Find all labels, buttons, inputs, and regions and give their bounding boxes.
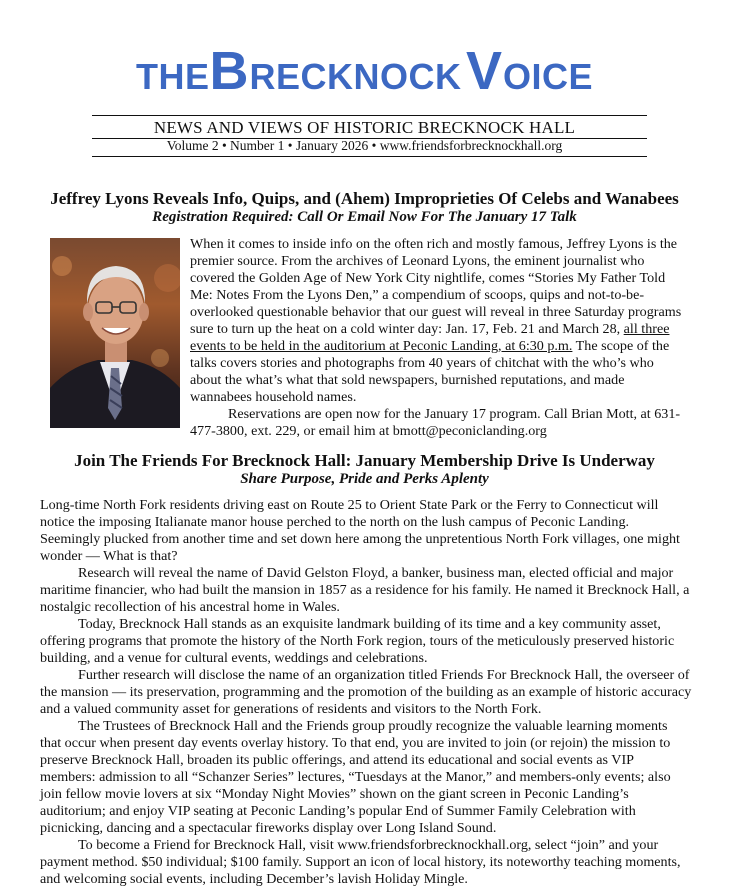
- article2-paragraph-2: Research will reveal the name of David Gelston Floyd, a banker, business man, elected official and major maritime financier, who had built the mansion in 1857 as a residence for his family. He named it Brecknock Hall, a nostalgic recollection of his ancestral home in Wales.: [40, 565, 690, 615]
- tagline: NEWS AND VIEWS OF HISTORIC BRECKNOCK HALL: [153, 118, 576, 137]
- issue-line: Volume 2 • Number 1 • January 2026 • www.friendsforbrecknockhall.org: [166, 138, 563, 153]
- article1-underlined-text: all three events to be held in the auditorium at Peconic Landing, at 6:30 p.m.: [190, 321, 670, 354]
- article2-paragraph-3: Today, Brecknock Hall stands as an exquisite landmark building of its time and a key community asset, offering programs that promote the history of the North Fork region, tours of the meticulously preserved historic building, and a venue for cultural events, weddings and celebrations.: [40, 616, 675, 666]
- article2-paragraph-1: Long-time North Fork residents driving east on Route 25 to Orient State Park or the Ferry to Connecticut will notice the imposing Italianate manor house perched to the north on the lush campus of Peconic Landing. Seemingly plucked from another time and set down here among the unpretentious North Fork villages, one might wonder — What is that?: [40, 497, 680, 564]
- article1-headline: Jeffrey Lyons Reveals Info, Quips, and (Ahem) Improprieties Of Celebs and Wanabees: [50, 189, 679, 208]
- article1-p1-text: When it comes to inside info on the often rich and mostly famous, Jeffrey Lyons is the premier source. From the archives of Leonard Lyons, the eminent journalist who covered the Golden Age of New York City nightlife, comes “Stories My Father Told Me: Notes From the Lyons Den,” a compendium of scoops, quips and not-to-be-overlooked questionable behavior that our guest will reveal in three Saturday programs sure to turn up the heat on a cold winter day: Jan. 17, Feb. 21 and March 28,: [190, 236, 682, 337]
- masthead-oice: OICE: [502, 56, 593, 97]
- article2-paragraph-6: To become a Friend for Brecknock Hall, visit www.friendsforbrecknockhall.org, select “join” and your payment method. $50 individual; $100 family. Support an icon of local history, its noteworthy teaching moments, and welcoming social events, including December’s lavish Holiday Mingle.: [40, 837, 681, 887]
- article2-paragraph-5: The Trustees of Brecknock Hall and the Friends group proudly recognize the valuable learning moments that occur when present day events overlay history. To that end, you are invited to join (or rejoin) the mission to preserve Brecknock Hall, broaden its public offerings, and attend its educational and social events as VIP members: admission to all “Schanzer Series” lectures, “Tuesdays at the Manor,” and members-only events; also join fellow movie lovers at six “Monday Night Movies” shown on the giant screen in Peconic Landing’s auditorium; and enjoy VIP seating at Peconic Landing’s popular End of Summer Family Celebration with picnicking, dancing and a spectacular fireworks display over Long Island Sound.: [40, 718, 671, 836]
- article1-subhead: Registration Required: Call Or Email Now For The January 17 Talk: [152, 209, 577, 225]
- article1-paragraph-1: [190, 236, 688, 406]
- masthead-title: [0, 41, 729, 101]
- masthead-recknock: RECKNOCK: [249, 56, 462, 97]
- masthead-v: V: [465, 41, 503, 101]
- masthead-top-rule: [92, 115, 647, 116]
- article1-body: [190, 236, 688, 440]
- article2-subhead: Share Purpose, Pride and Perks Aplenty: [240, 471, 489, 487]
- article1-p1-text-end: The scope of the talks covers stories and photographs from 40 years of chitchat with the who’s who about the what’s what that sold newspapers, burnished reputations, and made wannabees household names.: [190, 338, 670, 405]
- article2-headline: Join The Friends For Brecknock Hall: January Membership Drive Is Underway: [74, 451, 655, 470]
- portrait-illustration: [50, 238, 180, 428]
- jeffrey-lyons-photo: [50, 238, 180, 428]
- masthead-bottom-rule: [92, 156, 647, 157]
- article1-paragraph-2: Reservations are open now for the January 17 program. Call Brian Mott, at 631-477-3800, ext. 229, or email him at bmott@peconiclanding.org: [190, 406, 681, 439]
- article2-paragraph-4: Further research will disclose the name of an organization titled Friends For Brecknock Hall, the overseer of the mansion — its preservation, programming and the promotion of the building as an example of historic accuracy and a valued community asset for generations of residents and visitors to the North Fork.: [40, 667, 692, 717]
- masthead-b: B: [209, 41, 250, 101]
- masthead-the: THE: [135, 56, 210, 97]
- article2-body: [40, 497, 692, 888]
